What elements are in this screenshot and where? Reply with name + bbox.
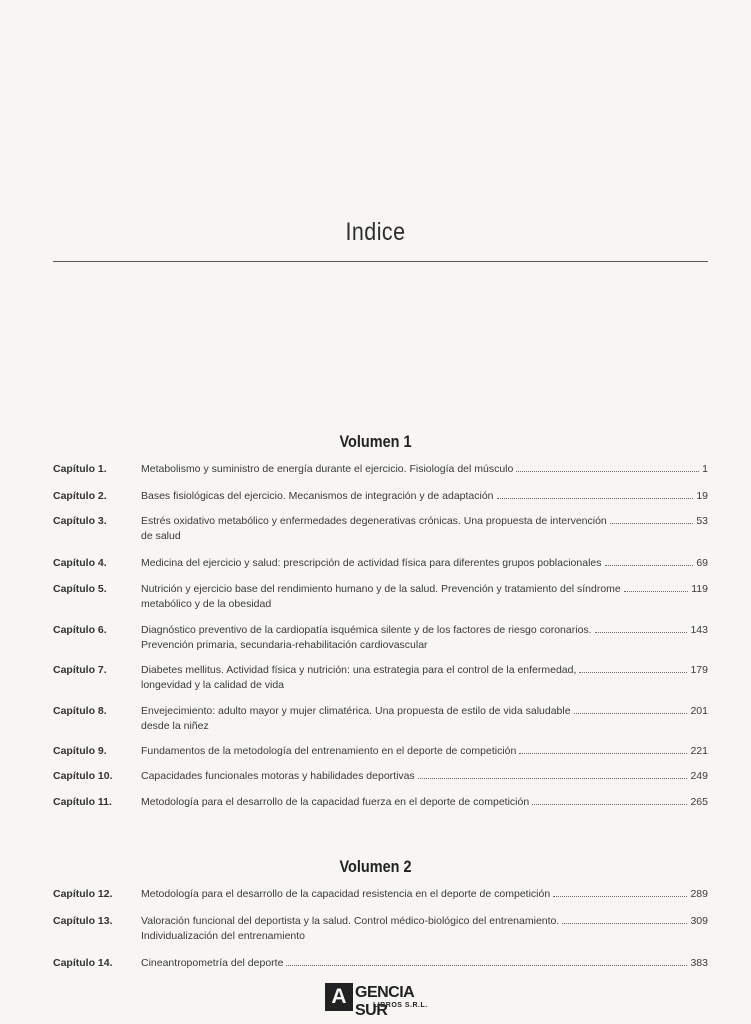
chapter-number: Capítulo 4.: [53, 557, 107, 569]
dot-leader: [516, 471, 699, 472]
volume-1-heading: Volumen 1: [339, 432, 412, 451]
entry-body: [141, 795, 708, 810]
chapter-title: Capacidades funcionales motoras y habilidades deportivas: [141, 770, 415, 782]
entry-line: [141, 956, 708, 971]
entry-line: [141, 744, 708, 759]
entry-body: [141, 663, 708, 693]
entry-body: [141, 514, 708, 544]
chapter-title: Bases fisiológicas del ejercicio. Mecanismos de integración y de adaptación: [141, 490, 494, 502]
page-number: 309: [690, 915, 708, 927]
entry-body: [141, 462, 708, 477]
dot-leader: [574, 713, 688, 714]
entry-body: [141, 704, 708, 734]
page-number: 1: [702, 463, 708, 475]
page-number: 19: [696, 490, 708, 502]
chapter-number: Capítulo 9.: [53, 745, 107, 757]
dot-leader: [624, 591, 689, 592]
entry-line: [141, 769, 708, 784]
chapter-number: Capítulo 6.: [53, 624, 107, 636]
entry-body: [141, 956, 708, 971]
page-number: 119: [691, 583, 708, 595]
page-number: 143: [690, 624, 708, 636]
chapter-title-continued: longevidad y la calidad de vida: [141, 679, 285, 691]
volume-2-heading: Volumen 2: [339, 857, 412, 876]
page-title: Indice: [345, 218, 406, 246]
chapter-title: Diabetes mellitus. Actividad física y nutrición: una estrategia para el control de la enfermedad,: [141, 664, 577, 676]
chapter-number: Capítulo 13.: [53, 915, 113, 927]
dot-leader: [532, 804, 687, 805]
page-number: 383: [690, 957, 708, 969]
dot-leader: [418, 778, 688, 779]
page-number: 221: [690, 745, 708, 757]
chapter-title-continued: de salud: [141, 530, 181, 542]
entry-line: [141, 556, 708, 571]
entry-line: [141, 623, 708, 638]
page-number: 265: [690, 796, 708, 808]
entry-body: [141, 887, 708, 902]
entry-body: [141, 744, 708, 759]
chapter-title: Medicina del ejercicio y salud: prescripción de actividad física para diferentes grupos poblacionales: [141, 557, 602, 569]
page-number: 201: [690, 705, 708, 717]
chapter-number: Capítulo 1.: [53, 463, 107, 475]
entry-line: [141, 704, 708, 719]
entry-line: [141, 582, 708, 597]
entry-line: [141, 514, 708, 529]
entry-line: [141, 795, 708, 810]
chapter-title: Valoración funcional del deportista y la salud. Control médico-biológico del entrenamiento.: [141, 915, 560, 927]
dot-leader: [286, 965, 687, 966]
chapter-title: Estrés oxidativo metabólico y enfermedades degenerativas crónicas. Una propuesta de intervención: [141, 515, 607, 527]
dot-leader: [595, 632, 688, 633]
chapter-number: Capítulo 14.: [53, 957, 113, 969]
page-number: 289: [690, 888, 708, 900]
page-number: 179: [690, 664, 708, 676]
chapter-number: Capítulo 12.: [53, 888, 113, 900]
chapter-title: Metabolismo y suministro de energía durante el ejercicio. Fisiología del músculo: [141, 463, 514, 475]
entry-line: [141, 887, 708, 902]
dot-leader: [553, 896, 687, 897]
page-number: 53: [696, 515, 708, 527]
entry-body: [141, 489, 708, 504]
page-number: 69: [696, 557, 708, 569]
chapter-number: Capítulo 7.: [53, 664, 107, 676]
entry-body: [141, 582, 708, 612]
chapter-number: Capítulo 5.: [53, 583, 107, 595]
entry-body: [141, 623, 708, 653]
chapter-title: Metodología para el desarrollo de la capacidad resistencia en el deporte de competición: [141, 888, 551, 900]
page-number: 249: [690, 770, 708, 782]
chapter-number: Capítulo 2.: [53, 490, 107, 502]
title-rule: [53, 261, 708, 262]
chapter-title: Fundamentos de la metodología del entrenamiento en el deporte de competición: [141, 745, 517, 757]
chapter-title-continued: metabólico y de la obesidad: [141, 598, 272, 610]
entry-line: [141, 462, 708, 477]
entry-line: [141, 663, 708, 678]
chapter-title: Diagnóstico preventivo de la cardiopatía isquémica silente y de los factores de riesgo coronarios.: [141, 624, 592, 636]
dot-leader: [610, 523, 694, 524]
publisher-logo: [325, 983, 440, 1019]
entry-line: [141, 914, 708, 929]
entry-line: [141, 489, 708, 504]
chapter-number: Capítulo 3.: [53, 515, 107, 527]
chapter-title: Nutrición y ejercicio base del rendimiento humano y de la salud. Prevención y tratamiento del síndrome: [141, 583, 621, 595]
dot-leader: [519, 753, 687, 754]
chapter-title-continued: Individualización del entrenamiento: [141, 930, 306, 942]
chapter-number: Capítulo 10.: [53, 770, 113, 782]
dot-leader: [605, 565, 694, 566]
entry-body: [141, 914, 708, 944]
logo-subtitle: LIBROS S.R.L.: [373, 1002, 428, 1009]
dot-leader: [497, 498, 694, 499]
chapter-title-continued: desde la niñez: [141, 720, 209, 732]
chapter-title: Metodología para el desarrollo de la capacidad fuerza en el deporte de competición: [141, 796, 530, 808]
entry-body: [141, 556, 708, 571]
chapter-number: Capítulo 8.: [53, 705, 107, 717]
chapter-title: Envejecimiento: adulto mayor y mujer climatérica. Una propuesta de estilo de vida saludable: [141, 705, 571, 717]
logo-letter: A: [325, 983, 353, 1011]
chapter-title-continued: Prevención primaria, secundaria-rehabilitación cardiovascular: [141, 639, 428, 651]
dot-leader: [579, 672, 687, 673]
logo-name: GENCIA SUR: [355, 984, 414, 1019]
dot-leader: [562, 923, 687, 924]
entry-body: [141, 769, 708, 784]
chapter-number: Capítulo 11.: [53, 796, 112, 808]
chapter-title: Cineantropometría del deporte: [141, 957, 284, 969]
